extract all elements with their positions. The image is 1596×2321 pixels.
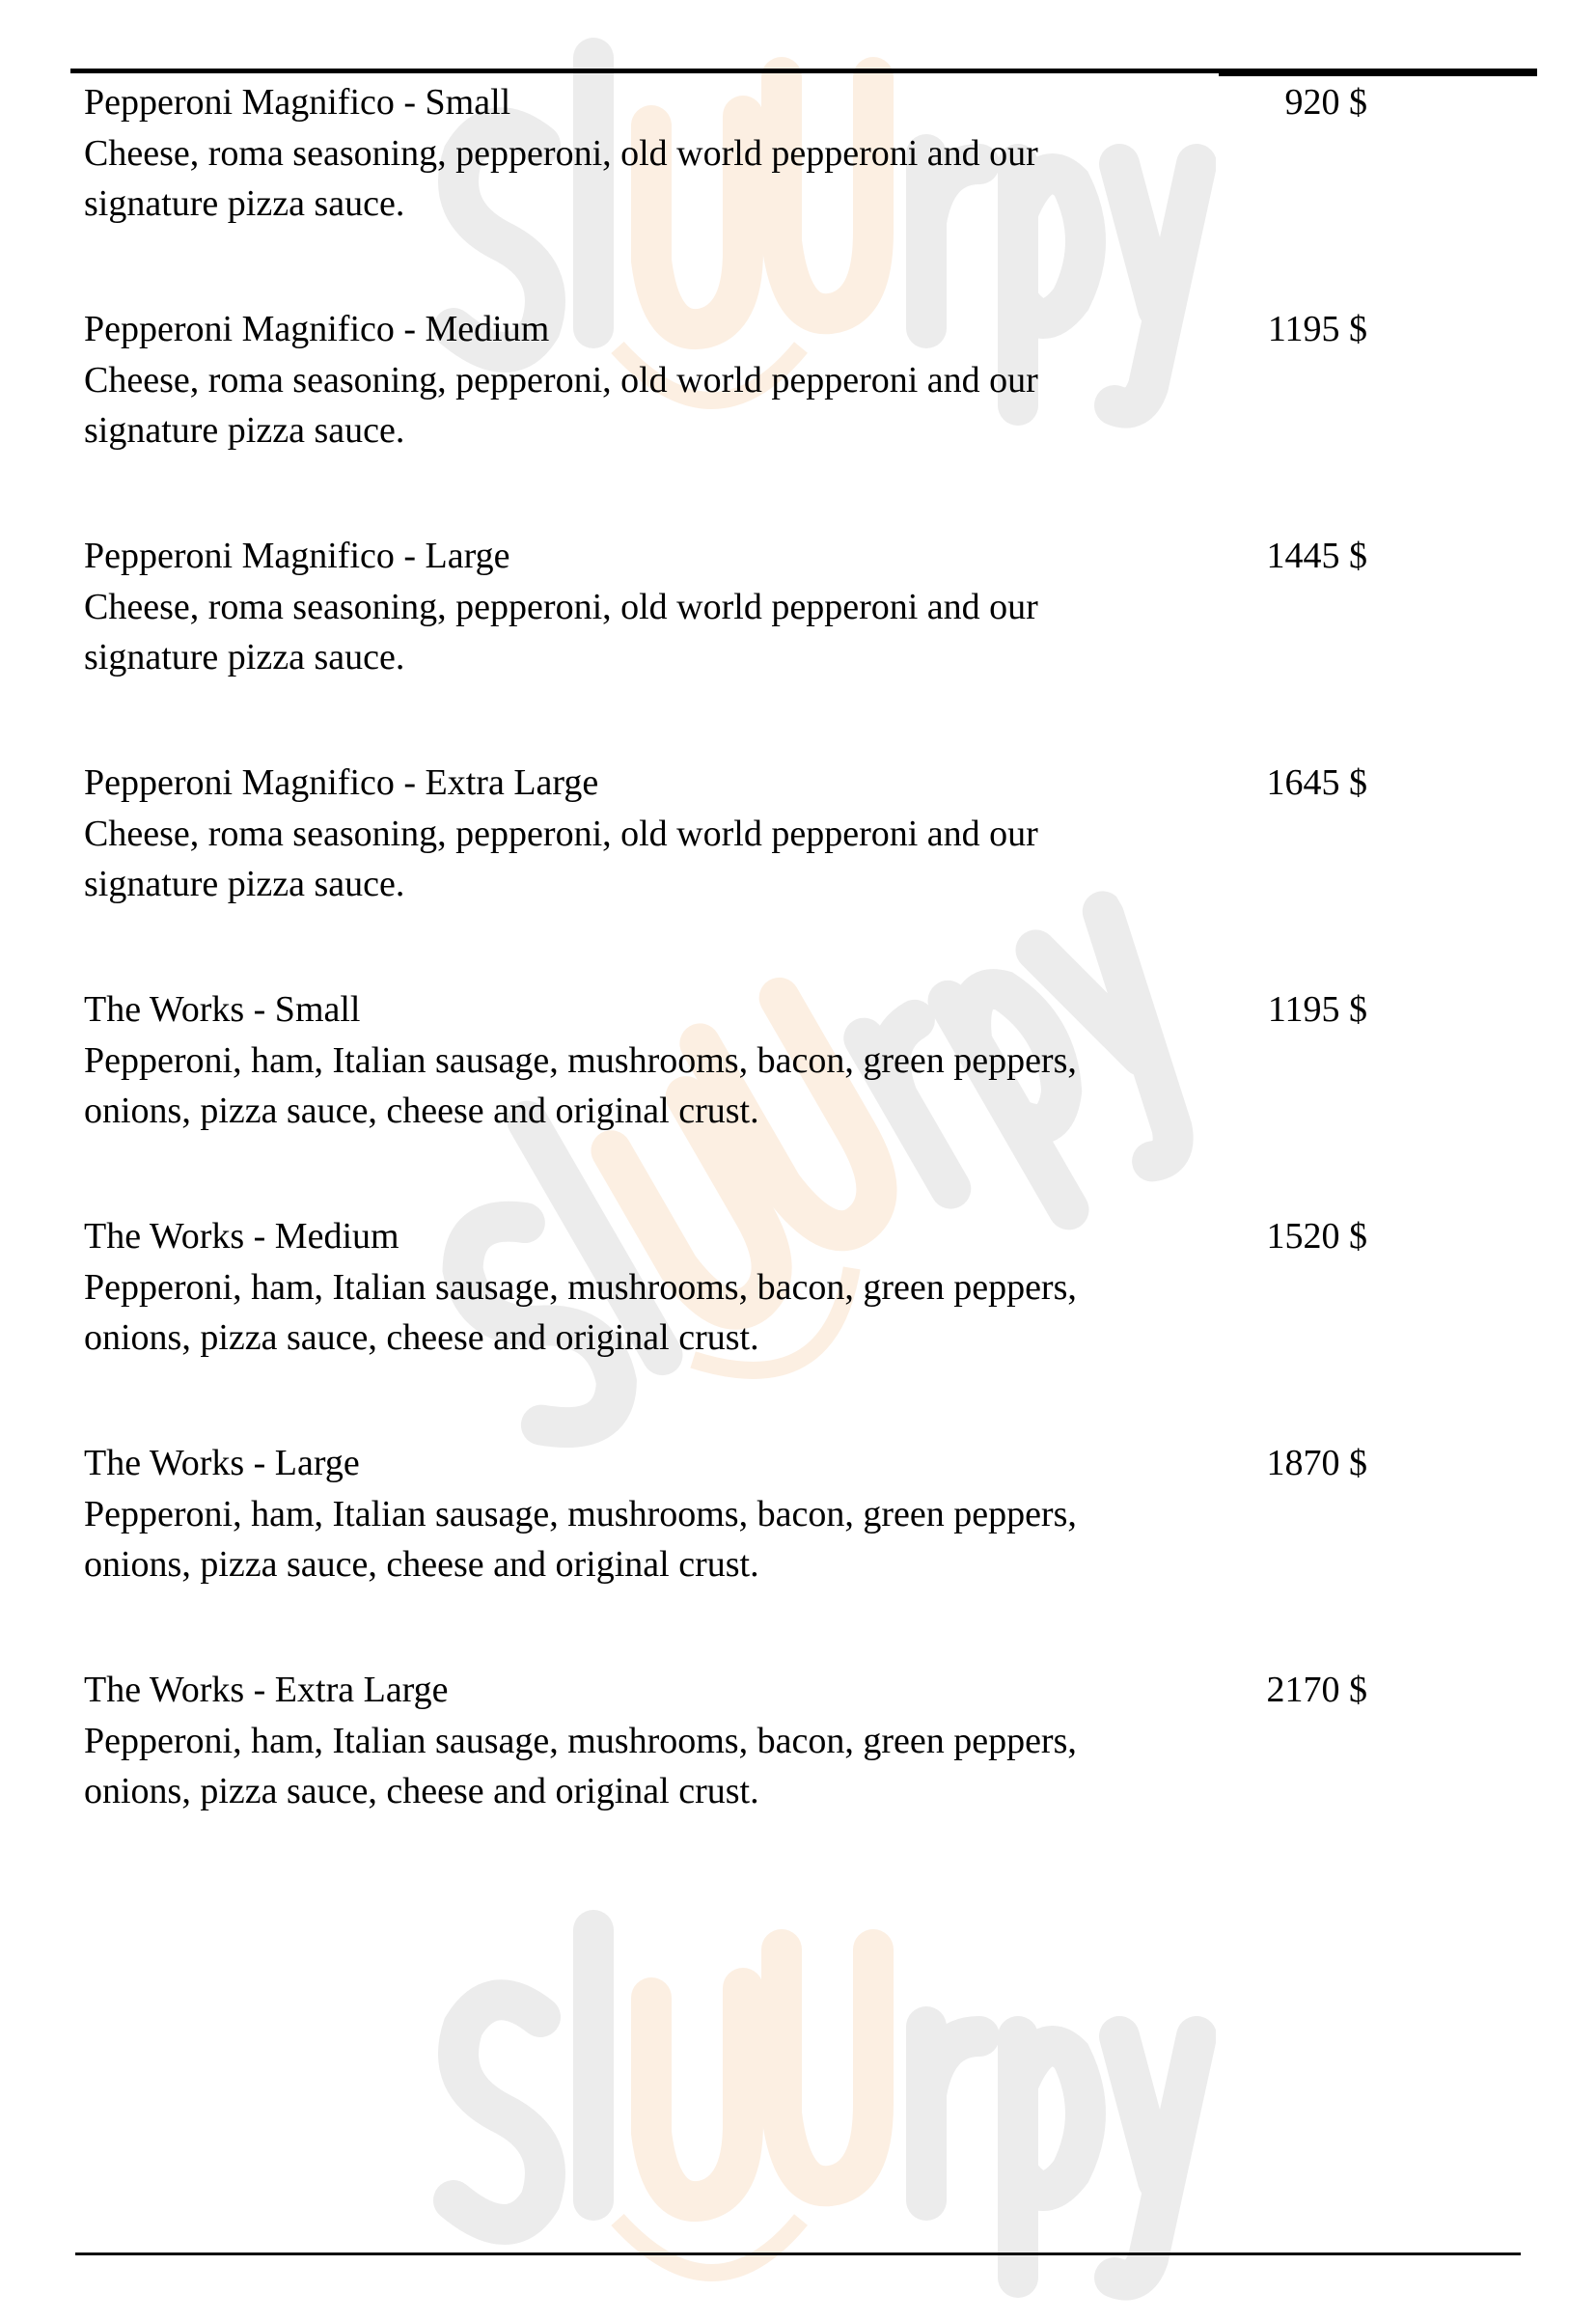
item-price: 920 $ <box>1284 82 1367 123</box>
item-price: 1195 $ <box>1267 309 1367 349</box>
item-description: Pepperoni, ham, Italian sausage, mushrooms, bacon, green peppers, <box>84 1266 1077 1308</box>
item-title: The Works - Extra Large <box>84 1670 449 1710</box>
item-description: onions, pizza sauce, cheese and original crust. <box>84 1091 759 1131</box>
menu-item <box>84 1665 1367 1817</box>
item-title: The Works - Large <box>84 1443 360 1483</box>
item-price: 2170 $ <box>1266 1670 1367 1710</box>
item-description: signature pizza sauce. <box>84 637 405 677</box>
menu-item <box>84 77 1367 230</box>
item-description: signature pizza sauce. <box>84 410 405 451</box>
item-price: 1445 $ <box>1266 536 1367 576</box>
item-title: Pepperoni Magnifico - Small <box>84 82 511 123</box>
menu-item <box>84 531 1367 683</box>
item-description: Pepperoni, ham, Italian sausage, mushrooms, bacon, green peppers, <box>84 1720 1077 1761</box>
item-description: onions, pizza sauce, cheese and original crust. <box>84 1544 759 1585</box>
item-title: Pepperoni Magnifico - Extra Large <box>84 762 599 803</box>
item-description: signature pizza sauce. <box>84 183 405 224</box>
item-description: signature pizza sauce. <box>84 864 405 904</box>
item-description: Cheese, roma seasoning, pepperoni, old world pepperoni and our <box>84 132 1038 174</box>
item-title: The Works - Small <box>84 989 361 1030</box>
item-description: Cheese, roma seasoning, pepperoni, old world pepperoni and our <box>84 359 1038 401</box>
item-description: Pepperoni, ham, Italian sausage, mushrooms, bacon, green peppers, <box>84 1039 1077 1081</box>
item-description: Pepperoni, ham, Italian sausage, mushrooms, bacon, green peppers, <box>84 1493 1077 1534</box>
menu-item <box>84 304 1367 456</box>
item-description: Cheese, roma seasoning, pepperoni, old world pepperoni and our <box>84 813 1038 854</box>
item-description: Cheese, roma seasoning, pepperoni, old world pepperoni and our <box>84 586 1038 627</box>
bottom-divider <box>75 2252 1521 2255</box>
menu-item <box>84 1438 1367 1590</box>
menu-item <box>84 1211 1367 1364</box>
item-title: Pepperoni Magnifico - Medium <box>84 309 550 349</box>
item-price: 1870 $ <box>1266 1443 1367 1483</box>
menu-item <box>84 984 1367 1137</box>
item-description: onions, pizza sauce, cheese and original crust. <box>84 1317 759 1358</box>
menu-item <box>84 758 1367 910</box>
item-price: 1195 $ <box>1267 989 1367 1030</box>
item-title: Pepperoni Magnifico - Large <box>84 536 510 576</box>
item-price: 1645 $ <box>1266 762 1367 803</box>
item-price: 1520 $ <box>1266 1216 1367 1257</box>
item-title: The Works - Medium <box>84 1216 399 1257</box>
item-description: onions, pizza sauce, cheese and original crust. <box>84 1771 759 1811</box>
